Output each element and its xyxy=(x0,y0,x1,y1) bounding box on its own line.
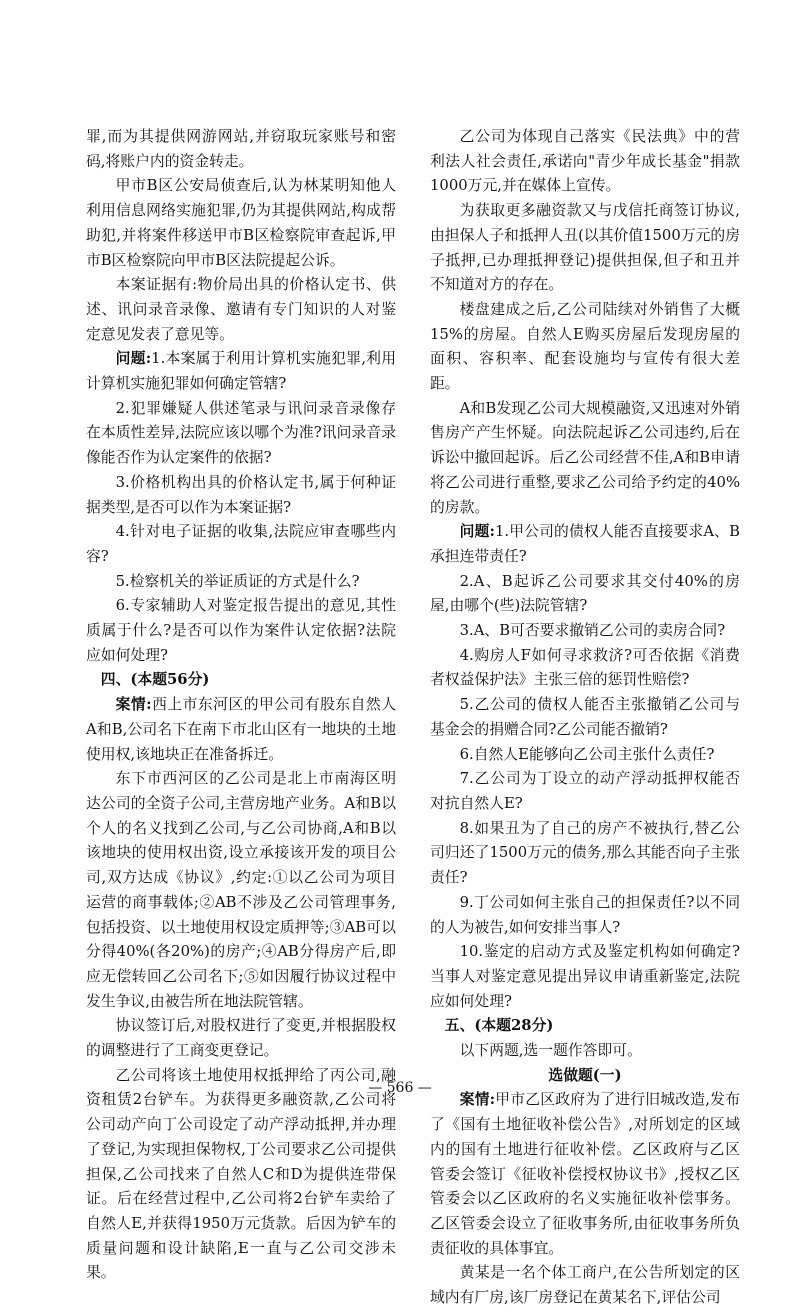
question-item: 7.乙公司为丁设立的动产浮动抵押权能否对抗自然人E? xyxy=(430,770,740,812)
left-column xyxy=(86,125,396,1286)
question-item: 3.价格机构出具的价格认定书,属于何种证据类型,是否可以作为本案证据? xyxy=(86,473,396,516)
questions-label: 问题: xyxy=(115,350,152,368)
right-column xyxy=(430,125,740,1311)
paragraph: 罪,而为其提供网游网站,并窃取玩家账号和密码,将账户内的资金转走。 xyxy=(86,128,396,170)
question-item: 5.检察机关的举证质证的方式是什么? xyxy=(115,572,360,590)
question-item: 2.犯罪嫌疑人供述笔录与讯问录音录像存在本质性差异,法院应该以哪个为准?讯问录音录像能否作为认定案件的依据? xyxy=(86,399,396,467)
question-item: 4.购房人F如何寻求救济?可否依据《消费者权益保护法》主张三倍的惩罚性赔偿? xyxy=(430,646,740,689)
question-item: 8.如果丑为了自己的房产不被执行,替乙公司归还了1500万元的债务,那么其能否向子主张责任? xyxy=(430,819,740,887)
question-item: 6.专家辅助人对鉴定报告提出的意见,其性质属于什么?是否可以作为案件认定依据?法院应如何处理? xyxy=(86,597,396,664)
question-item: 6.自然人E能够向乙公司主张什么责任? xyxy=(459,745,715,763)
question-item: 2.A、B起诉乙公司要求其交付40%的房屋,由哪个(些)法院管辖? xyxy=(430,572,740,615)
paragraph: 甲市B区公安局侦查后,认为林某明知他人利用信息网络实施犯罪,仍为其提供网站,构成帮助犯,并将案件移送甲市B区检察院审查起诉,甲市B区检察院向甲市B区法院提起公诉。 xyxy=(86,177,396,269)
section-note: 以下两题,选一题作答即可。 xyxy=(459,1042,642,1060)
paragraph: 乙公司为体现自己落实《民法典》中的营利法人社会责任,承诺向"青少年成长基金"捐款1000万元,并在媒体上宣传。 xyxy=(430,128,740,195)
paragraph: 本案证据有:物价局出具的价格认定书、供述、讯问录音录像、邀请有专门知识的人对鉴定意见发表了意见等。 xyxy=(86,276,396,343)
question-item: 9.丁公司如何主张自己的担保责任?以不同的人为被告,如何安排当事人? xyxy=(430,893,740,936)
case-paragraph: 案情:西上市东河区的甲公司有股东自然人A和B,公司名下在南下市北山区有一地块的土地使用权,该地块正在准备拆迁。 xyxy=(86,696,396,763)
question-item: 问题:1.本案属于利用计算机实施犯罪,利用计算机实施犯罪如何确定管辖? xyxy=(86,350,397,393)
case-paragraph: 黄某是一名个体工商户,在公告所划定的区域内有厂房,该厂房登记在黄某名下,评估公司 xyxy=(430,1264,740,1307)
page-number: — 566 — xyxy=(368,1080,432,1096)
question-item: 4.针对电子证据的收集,法院应审查哪些内容? xyxy=(86,523,396,565)
section-heading: 四、(本题56分) xyxy=(100,671,210,689)
paragraph: 为获取更多融资款又与戊信托商签订协议,由担保人子和抵押人丑(以其价值1500万元的房子抵押,已办理抵押登记)提供担保,但子和丑并不知道对方的存在。 xyxy=(430,202,740,294)
case-paragraph: 东下市西河区的乙公司是北上市南海区明达公司的全资子公司,主营房地产业务。A和B以个人的名义找到乙公司,与乙公司协商,A和B以该地块的使用权出资,设立承接该开发的项目公司,双方达成《协议》,约定:①以乙公司为项目运营的商事载体;②AB不涉及乙公司管理事务,包括投资、以土地使用权设定质押等;③AB可以分得40%(各20%)的房产;④AB分得房产后,即应无偿转回乙公司名下;⑤如因履行协议过程中发生争议,由被告所在地法院管辖。 xyxy=(86,770,396,1010)
question-item: 10.鉴定的启动方式及鉴定机构如何确定?当事人对鉴定意见提出异议申请重新鉴定,法院应如何处理? xyxy=(430,943,740,1010)
questions-label: 问题: xyxy=(459,523,495,541)
case-paragraph: 乙公司将该土地使用权抵押给了丙公司,融资租赁2台铲车。为获得更多融资款,乙公司将公司动产向丁公司设定了动产浮动抵押,并办理了登记,为实现担保物权,丁公司要求乙公司提供担保,乙公司找来了自然人C和D为提供连带保证。后在经营过程中,乙公司将2台铲车卖给了自然人E,并获得1950万元货款。后因为铲车的质量问题和设计缺陷,E一直与乙公司交涉未果。 xyxy=(86,1066,396,1282)
option-heading: 选做题(一) xyxy=(548,1066,622,1084)
section-heading: 五、(本题28分) xyxy=(444,1017,554,1035)
case-paragraph: 协议签订后,对股权进行了变更,并根据股权的调整进行了工商变更登记。 xyxy=(86,1017,396,1060)
question-item: 5.乙公司的债权人能否主张撤销乙公司与基金会的捐赠合同?乙公司能否撤销? xyxy=(430,696,740,738)
case-label: 案情: xyxy=(115,696,152,714)
case-paragraph: 案情:甲市乙区政府为了进行旧城改造,发布了《国有土地征收补偿公告》,对所划定的区域内的国有土地进行征收补偿。乙区政府与乙区管委会签订《征收补偿授权协议书》,授权乙区管委会以乙区政府的名义实施征收补偿事务。乙区管委会设立了征收事务所,由征收事务所负责征收的具体事宜。 xyxy=(430,1091,740,1257)
paragraph: 楼盘建成之后,乙公司陆续对外销售了大概15%的房屋。自然人E购买房屋后发现房屋的面积、容积率、配套设施均与宣传有很大差距。 xyxy=(430,300,740,393)
case-label: 案情: xyxy=(459,1091,496,1109)
question-item: 问题:1.甲公司的债权人能否直接要求A、B承担连带责任? xyxy=(430,523,740,565)
paragraph: A和B发现乙公司大规模融资,又迅速对外销售房产产生怀疑。向法院起诉乙公司违约,后在诉讼中撤回起诉。后乙公司经营不佳,A和B申请将乙公司进行重整,要求乙公司给予约定的40%的房款。 xyxy=(430,399,740,516)
question-item: 3.A、B可否要求撤销乙公司的卖房合同? xyxy=(459,622,726,640)
